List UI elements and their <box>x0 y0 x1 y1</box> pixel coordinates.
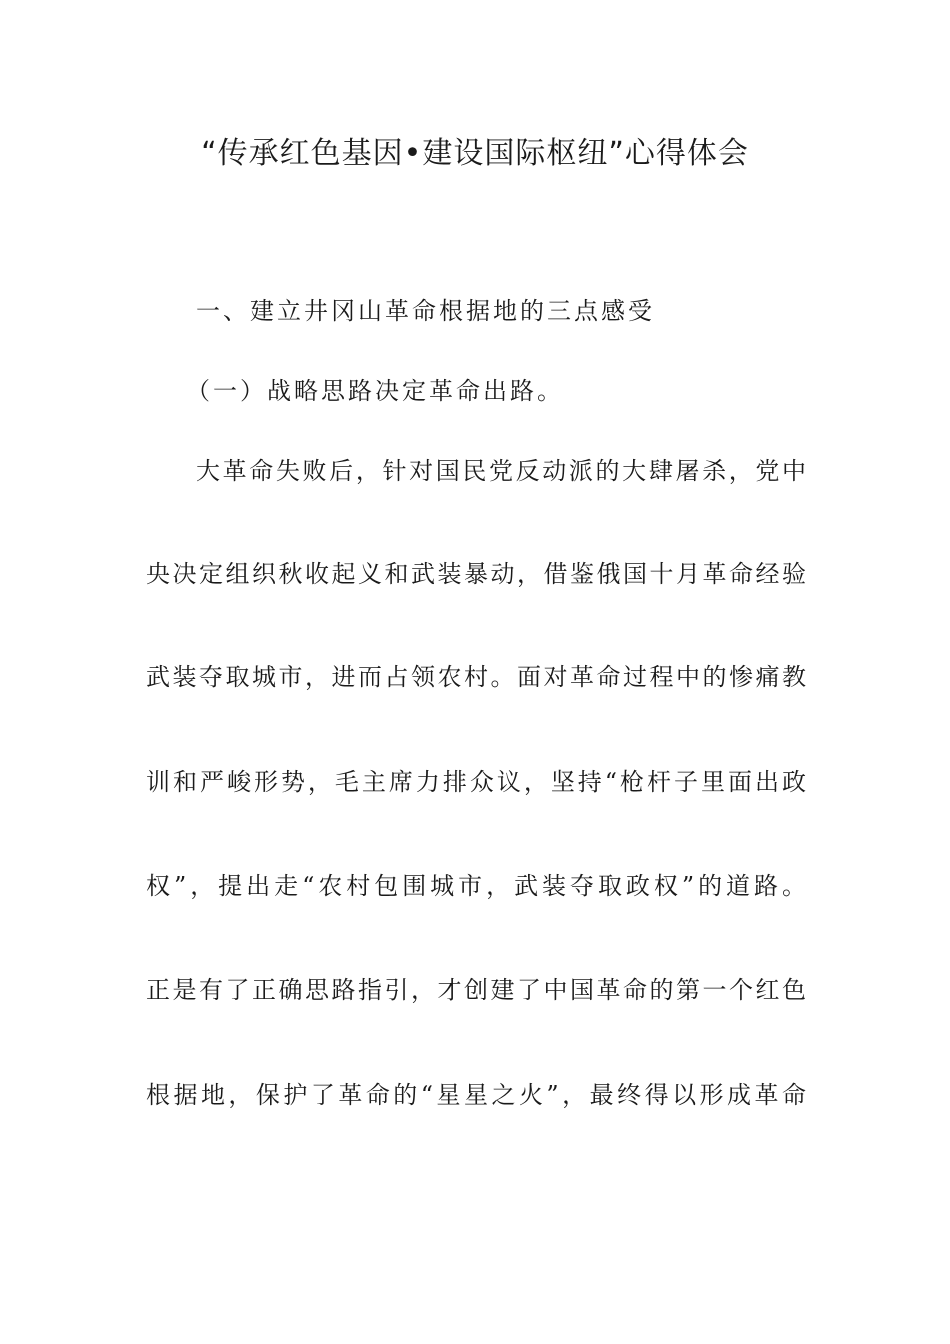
paragraph-line: 大革命失败后，针对国民党反动派的大肆屠杀，党中 <box>196 457 806 485</box>
paragraph-line: 央决定组织秋收起义和武装暴动，借鉴俄国十月革命经验 <box>146 560 806 588</box>
paragraph-line: 训和严峻形势，毛主席力排众议，坚持“枪杆子里面出政 <box>146 768 806 796</box>
paragraph-line: 根据地，保护了革命的“星星之火”，最终得以形成革命 <box>146 1081 806 1109</box>
document-title: “传承红色基因•建设国际枢纽”心得体会 <box>201 136 749 171</box>
section-heading: 一、建立井冈山革命根据地的三点感受 <box>196 297 655 325</box>
subsection-heading: （一）战略思路决定革命出路。 <box>186 377 564 405</box>
paragraph-line: 武装夺取城市，进而占领农村。面对革命过程中的惨痛教 <box>146 663 806 691</box>
paragraph-line: 正是有了正确思路指引，才创建了中国革命的第一个红色 <box>146 976 806 1004</box>
paragraph-line: 权”，提出走“农村包围城市，武装夺取政权”的道路。 <box>146 872 806 900</box>
